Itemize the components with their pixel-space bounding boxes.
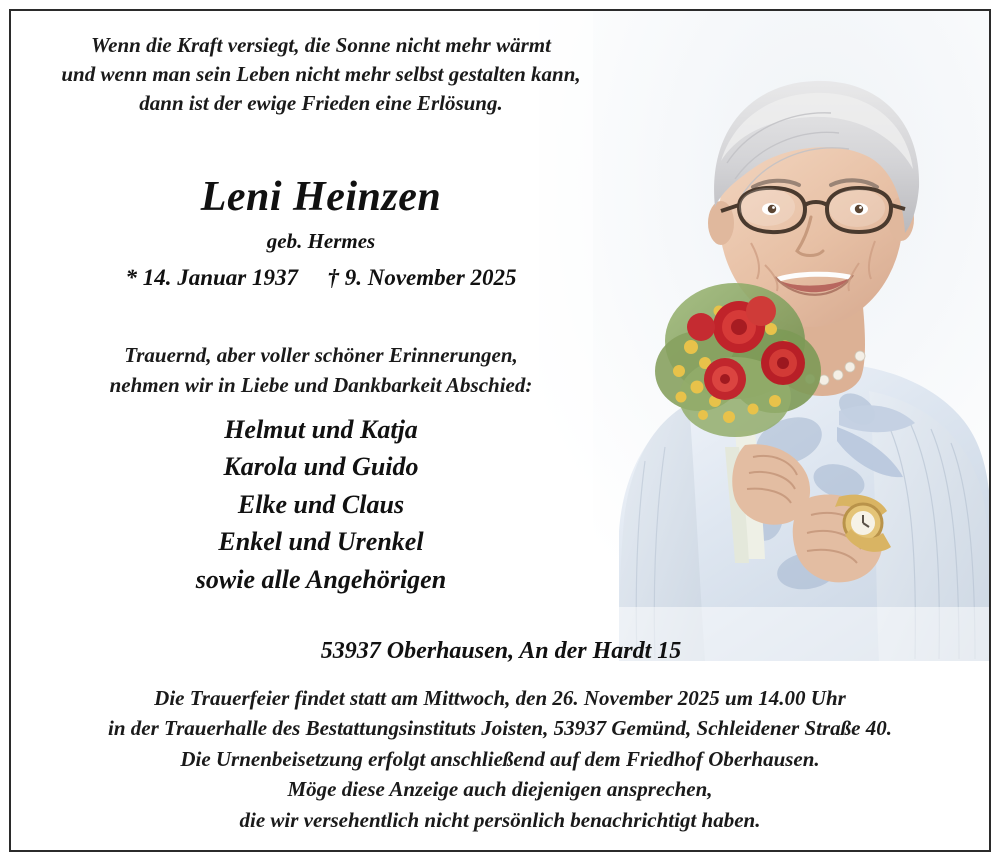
ceremony-line-4: Möge diese Anzeige auch diejenigen ansprechen, (287, 777, 713, 802)
ceremony-block (11, 683, 989, 835)
ceremony-line-5: die wir versehentlich nicht persönlich benachrichtigt haben. (239, 807, 761, 832)
birth-date: * 14. Januar 1937 (125, 265, 298, 290)
family-line: sowie alle Angehörigen (195, 564, 447, 594)
maiden-name: geb. Hermes (266, 229, 376, 253)
mourning-block (11, 341, 631, 401)
address-line: 53937 Oberhausen, An der Hardt 15 (320, 638, 682, 664)
verse-block (11, 31, 631, 118)
family-list (11, 411, 631, 598)
life-dates (11, 265, 631, 291)
ceremony-line-2: in der Trauerhalle des Bestattungsinstituts Joisten, 53937 Gemünd, Schleidener Straße 40. (108, 716, 892, 741)
deceased-name: Leni Heinzen (200, 174, 442, 220)
death-date: † 9. November 2025 (327, 265, 517, 290)
ceremony-line-3: Die Urnenbeisetzung erfolgt anschließend auf dem Friedhof Oberhausen. (180, 746, 820, 771)
mourning-line-2: nehmen wir in Liebe und Dankbarkeit Abschied: (109, 372, 533, 397)
verse-line-2: und wenn man sein Leben nicht mehr selbst gestalten kann, (61, 61, 581, 86)
family-line: Enkel und Urenkel (218, 527, 424, 557)
verse-line-3: dann ist der ewige Frieden eine Erlösung. (139, 90, 503, 115)
ceremony-line-1: Die Trauerfeier findet statt am Mittwoch, den 26. November 2025 um 14.00 Uhr (154, 686, 846, 710)
mourning-line-1: Trauernd, aber voller schöner Erinnerungen, (124, 343, 518, 367)
family-line: Karola und Guido (223, 452, 419, 482)
verse-line-1: Wenn die Kraft versiegt, die Sonne nicht mehr wärmt (91, 33, 551, 57)
card-content (11, 11, 989, 850)
family-line: Elke und Claus (237, 489, 405, 519)
family-line: Helmut und Katja (224, 415, 418, 444)
